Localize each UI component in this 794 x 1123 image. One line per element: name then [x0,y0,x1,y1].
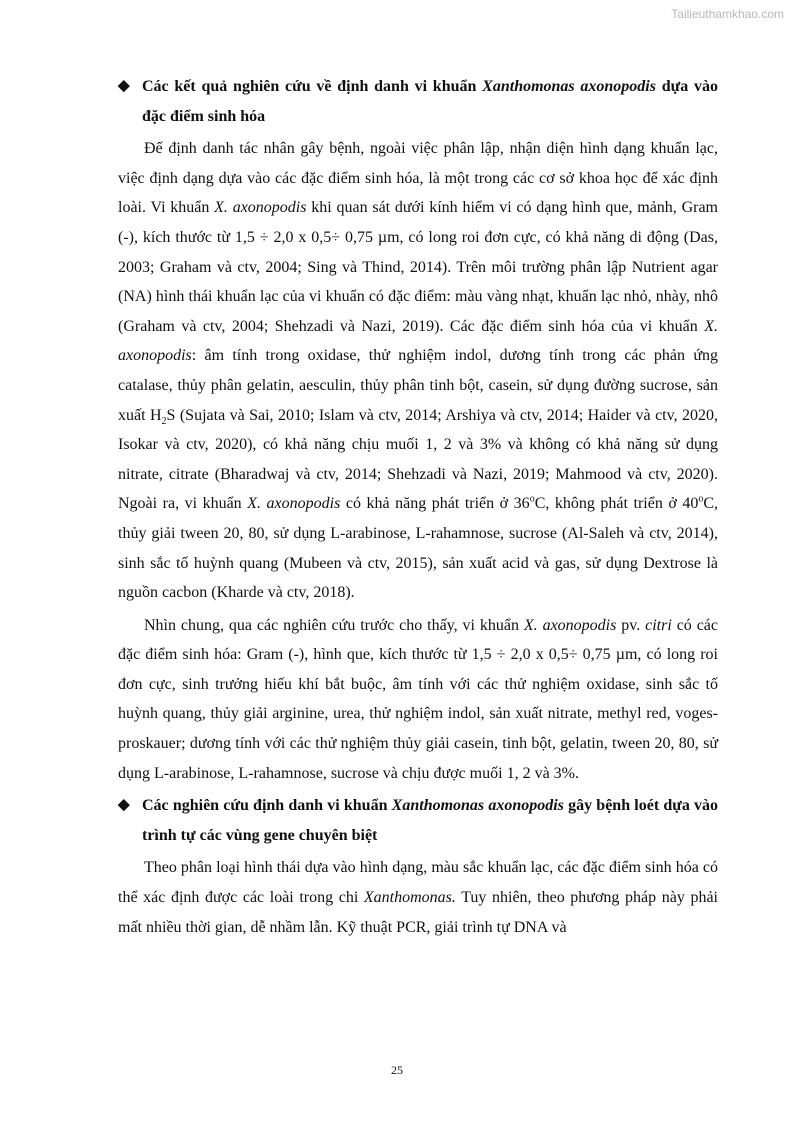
section-heading-1 [118,72,718,131]
diamond-bullet-icon: ◆ [118,797,130,814]
page-content [118,72,718,942]
watermark: Tailieuthamkhao.com [671,7,784,21]
paragraph-3: Theo phân loại hình thái dựa vào hình dạng, màu sắc khuẩn lạc, các đặc điểm sinh hóa có thể xác định được các loài trong chi Xanthomonas. Tuy nhiên, theo phương pháp này phải mất nhiều thời gian, dễ nhầm lẫn. Kỹ thuật PCR, giải trình tự DNA và [118,859,718,936]
paragraph-2: Nhìn chung, qua các nghiên cứu trước cho thấy, vi khuẩn X. axonopodis pv. citri có các đặc điểm sinh hóa: Gram (-), hình que, kích thước từ 1,5 ÷ 2,0 x 0,5÷ 0,75 µm, có long roi đơn cực, sinh trưởng hiếu khí bắt buộc, âm tính với các thử nghiệm oxidase, sinh sắc tố huỳnh quang, thủy giải arginine, urea, thử nghiệm indol, sản xuất nitrate, methyl red, voges-proskauer; dương tính với các thử nghiệm thủy giải casein, tinh bột, gelatin, tween 20, 80, sử dụng L-arabinose, L-rahamnose, sucrose và chịu được muối 1, 2 và 3%. [118,616,719,782]
heading-text: Các kết quả nghiên cứu về định danh vi khuẩn Xanthomonas axonopodis dựa vào đặc điểm sinh hóa [142,78,718,125]
paragraph-1: Để định danh tác nhân gây bệnh, ngoài việc phân lập, nhận diện hình dạng khuẩn lạc, việc định dạng dựa vào các đặc điểm sinh hóa, là một trong các cơ sở khoa học để xác định loài. Vi khuẩn X. axonopodis khi quan sát dưới kính hiểm vi có dạng hình que, mảnh, Gram (-), kích thước từ 1,5 ÷ 2,0 x 0,5÷ 0,75 µm, có long roi đơn cực, có khả năng di động (Das, 2003; Graham và ctv, 2004; Sing và Thind, 2014). Trên môi trường phân lập Nutrient agar (NA) hình thái khuẩn lạc của vi khuẩn có đặc điểm: màu vàng nhạt, khuẩn lạc nhỏ, nhày, nhô (Graham và ctv, 2004; Shehzadi và Nazi, 2019). Các đặc điểm sinh hóa của vi khuẩn X. axonopodis: âm tính trong oxidase, thử nghiệm indol, dương tính trong các phản ứng catalase, thủy phân gelatin, aesculin, thủy phân tinh bột, casein, sử dụng đường sucrose, sản xuất $H_2S$ (Sujata và Sai, 2010; Islam và ctv, 2014; Arshiya và ctv, 2014; Haider và ctv, 2020, Isokar và ctv, 2020), có khả năng chịu muối 1, 2 và 3% và không có khả năng sử dụng nitrate, citrate (Bharadwaj và ctv, 2014; Shehzadi và Nazi, 2019; Mahmood và ctv, 2020). Ngoài ra, vi khuẩn X. axonopodis có khả năng phát triển ở 36$^o$C, không phát triển ở 40$^o$C, thủy giải tween 20, 80, sử dụng L-arabinose, L-rahamnose, sucrose (Al-Saleh và ctv, 2014), sinh sắc tố huỳnh quang (Mubeen và ctv, 2015), sản xuất acid và gas, sử dụng Dextrose là nguồn cacbon (Kharde và ctv, 2018). [118,140,719,602]
page-number: 25 [391,1063,403,1077]
diamond-bullet-icon: ◆ [118,78,130,94]
heading-text: Các nghiên cứu định danh vi khuẩn Xanthomonas axonopodis gây bệnh loét dựa vào trình tự các vùng gene chuyên biệt [142,797,719,844]
section-heading-2 [118,791,718,850]
